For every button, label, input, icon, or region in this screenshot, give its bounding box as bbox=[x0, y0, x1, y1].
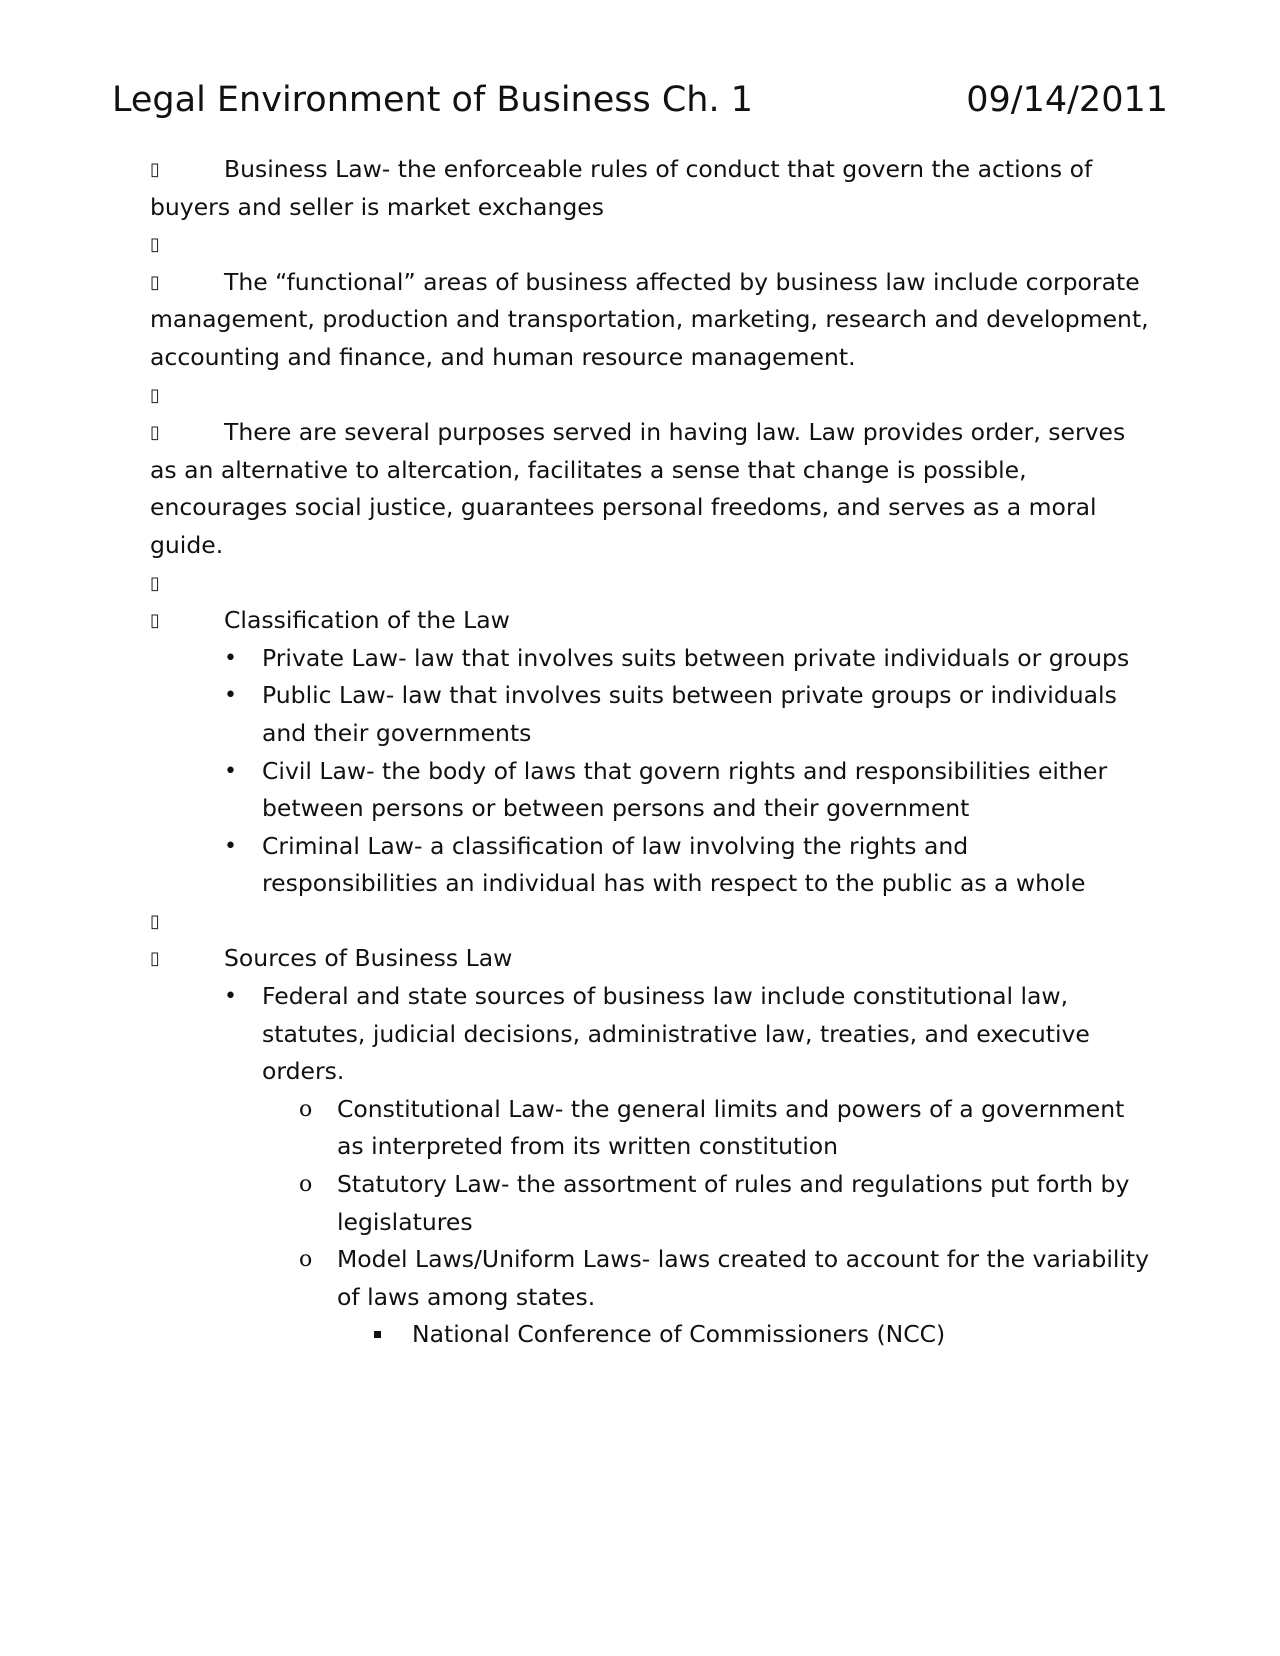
empty-line bbox=[150, 226, 1150, 264]
list-item bbox=[150, 640, 1150, 678]
heading-text: Classification of the Law bbox=[224, 606, 510, 635]
bullet-icon: • bbox=[224, 683, 237, 709]
bullet-icon: • bbox=[224, 758, 237, 784]
box-marker-icon: ▯ bbox=[150, 271, 160, 293]
list-item-text: Criminal Law- a classification of law involving the rights and responsibilities an individual has with respect to the public as a whole bbox=[262, 831, 1086, 898]
list-item-text: Public Law- law that involves suits between private groups or individuals and their governments bbox=[262, 681, 1117, 747]
sub-list-item bbox=[262, 1166, 1150, 1241]
box-marker-icon: ▯ bbox=[150, 159, 160, 180]
document-title: Legal Environment of Business Ch. 1 bbox=[112, 80, 754, 120]
classification-list bbox=[150, 640, 1150, 903]
paragraph-functional-areas bbox=[150, 264, 1150, 377]
list-item-text: Civil Law- the body of laws that govern rights and responsibilities either between persons or between persons and their government bbox=[262, 756, 1108, 823]
sources-list bbox=[150, 978, 1150, 1354]
sub-list-item bbox=[262, 1241, 1150, 1354]
paragraph-purposes bbox=[150, 414, 1150, 564]
sub-list-item-text: Model Laws/Uniform Laws- laws created to account for the variability of laws among states. bbox=[337, 1245, 1150, 1311]
sources-sub-sub-list bbox=[337, 1316, 1150, 1354]
circle-bullet-icon: o bbox=[299, 1247, 313, 1273]
empty-line bbox=[150, 903, 1150, 941]
circle-bullet-icon: o bbox=[299, 1172, 313, 1198]
bullet-icon: • bbox=[224, 984, 237, 1010]
box-marker-icon: ▯ bbox=[150, 910, 160, 932]
box-marker-icon: ▯ bbox=[150, 384, 160, 406]
sub-list-item-text: Constitutional Law- the general limits and powers of a government as interpreted from its written constitution bbox=[337, 1094, 1125, 1161]
list-item bbox=[150, 677, 1150, 752]
sub-list-item bbox=[262, 1091, 1150, 1166]
empty-line bbox=[150, 377, 1150, 415]
list-item-text: Private Law- law that involves suits between private individuals or groups bbox=[262, 643, 1130, 672]
heading-sources bbox=[150, 940, 1150, 978]
heading-classification bbox=[150, 602, 1150, 640]
document-header bbox=[112, 72, 1168, 128]
sub-sub-list-item-text: National Conference of Commissioners (NCC) bbox=[412, 1320, 946, 1349]
list-item-text: Federal and state sources of business law include constitutional law, statutes, judicial decisions, administrative law, treaties, and executive orders. bbox=[262, 982, 1090, 1086]
box-marker-icon: ▯ bbox=[150, 948, 160, 970]
document-date: 09/14/2011 bbox=[966, 80, 1168, 120]
list-item bbox=[150, 828, 1150, 903]
circle-bullet-icon: o bbox=[299, 1096, 313, 1122]
list-item bbox=[150, 978, 1150, 1354]
paragraph-text: There are several purposes served in having law. Law provides order, serves as an alternative to altercation, facilitates a sense that change is possible, encourages social justice, guarantees personal freedoms, and serves as a moral guide. bbox=[150, 418, 1126, 559]
paragraph-text: Business Law- the enforceable rules of conduct that govern the actions of buyers and seller is market exchanges bbox=[150, 155, 1093, 221]
box-marker-icon: ▯ bbox=[150, 572, 160, 594]
box-marker-icon: ▯ bbox=[150, 234, 160, 256]
list-item bbox=[150, 753, 1150, 828]
paragraph-business-law bbox=[150, 151, 1150, 226]
empty-line bbox=[150, 565, 1150, 603]
heading-text: Sources of Business Law bbox=[224, 944, 513, 973]
box-marker-icon: ▯ bbox=[150, 610, 160, 632]
box-marker-icon: ▯ bbox=[150, 422, 160, 444]
sub-sub-list-item bbox=[337, 1316, 1150, 1354]
document-body bbox=[150, 151, 1150, 1354]
sub-list-item-text: Statutory Law- the assortment of rules and regulations put forth by legislatures bbox=[337, 1170, 1130, 1236]
square-bullet-icon bbox=[374, 1331, 381, 1338]
bullet-icon: • bbox=[224, 645, 237, 671]
paragraph-text: The “functional” areas of business affected by business law include corporate management, production and transportation, marketing, research and development, accounting and finance, and human resource management. bbox=[150, 267, 1149, 371]
sources-sub-list bbox=[262, 1091, 1150, 1354]
bullet-icon: • bbox=[224, 833, 237, 859]
